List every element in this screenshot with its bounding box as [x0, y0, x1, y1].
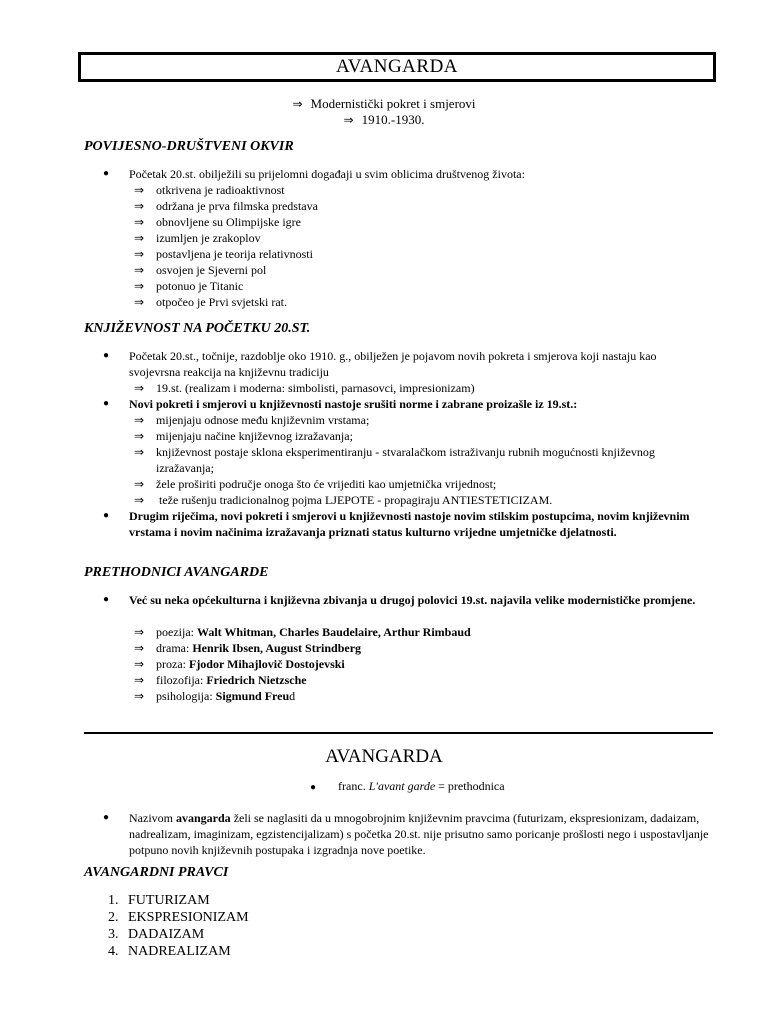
list-item: 3. DADAIZAM [108, 927, 205, 942]
list-item: 1. FUTURIZAM [108, 893, 210, 908]
arrow-right-icon: ⇒ [134, 413, 145, 427]
arrow-right-icon: ⇒ [134, 641, 145, 655]
arrow-right-icon: ⇒ [134, 381, 145, 395]
sub-item: ⇒ drama: Henrik Ibsen, August Strindberg [134, 641, 362, 655]
bullet-icon: ● [103, 812, 110, 823]
arrow-right-icon: ⇒ [134, 625, 145, 639]
arrow-right-icon: ⇒ [134, 689, 145, 703]
arrow-right-icon: ⇒ [343, 113, 354, 127]
sub-item: ⇒ održana je prva filmska predstava [134, 199, 318, 213]
section-heading-povijesno: POVIJESNO-DRUŠTVENI OKVIR [84, 139, 294, 154]
bullet-item: ● Nazivom avangarda želi se naglasiti da u mnogobrojnim književnim pravcima (futurizam, ekspresionizam, dadaizam, nadrealizam, imaginizam, egzistencijalizam) s početka 20.st. nije prisutno samo poricanje prošlosti nego i uspostavljanje potpuno novih književnih postupaka i izgradnja nove poetike. [103, 811, 709, 857]
arrow-right-icon: ⇒ [292, 97, 303, 111]
sub-item: ⇒ potonuo je Titanic [134, 279, 244, 293]
sub-item: ⇒ poezija: Walt Whitman, Charles Baudelaire, Arthur Rimbaud [134, 625, 471, 639]
list-item: 2. EKSPRESIONIZAM [108, 910, 249, 925]
sub-item: ⇒ teže rušenju tradicionalnog pojma LJEPOTE - propagiraju ANTIESTETICIZAM. [134, 493, 553, 507]
arrow-right-icon: ⇒ [134, 183, 145, 197]
sub-item: ⇒ osvojen je Sjeverni pol [134, 263, 267, 277]
bullet-icon: ● [310, 782, 317, 793]
sub-item: ⇒ izumljen je zrakoplov [134, 231, 261, 245]
arrow-right-icon: ⇒ [134, 493, 145, 507]
sub-item: ⇒ postavljena je teorija relativnosti [134, 247, 313, 261]
intro-line-2: ⇒ 1910.-1930. [343, 112, 425, 127]
arrow-right-icon: ⇒ [134, 295, 145, 309]
arrow-right-icon: ⇒ [134, 657, 145, 671]
sub-item: ⇒ filozofija: Friedrich Nietzsche [134, 673, 307, 687]
section-heading-pravci: AVANGARDNI PRAVCI [84, 865, 229, 880]
sub-item: ⇒ žele proširiti područje onoga što će vrijediti kao umjetnička vrijednost; [134, 477, 497, 491]
arrow-right-icon: ⇒ [134, 199, 145, 213]
sub-item: ⇒ proza: Fjodor Mihajlovič Dostojevski [134, 657, 345, 671]
bullet-item: ● Početak 20.st., točnije, razdoblje oko 1910. g., obilježen je pojavom novih pokreta i smjerova koji nastaju kao svojevrsna reakcija na književnu tradiciju [103, 349, 657, 379]
sub-item: ⇒ 19.st. (realizam i moderna: simbolisti, parnasovci, impresionizam) [134, 381, 475, 395]
sub-item: ⇒ psihologija: Sigmund Freud [134, 689, 296, 703]
arrow-right-icon: ⇒ [134, 445, 145, 459]
arrow-right-icon: ⇒ [134, 263, 145, 277]
list-item: 4. NADREALIZAM [108, 944, 231, 959]
sub-item: ⇒ mijenjaju načine književnog izražavanja; [134, 429, 353, 443]
etymology-line: ● franc. L'avant garde = prethodnica [310, 779, 505, 793]
bullet-item: ● Već su neka općekulturna i književna zbivanja u drugoj polovici 19.st. najavila velike modernističke promjene. [103, 593, 696, 607]
section-heading-knjizevnost: KNJIŽEVNOST NA POČETKU 20.ST. [84, 321, 311, 336]
arrow-right-icon: ⇒ [134, 673, 145, 687]
sub-item: ⇒ otkrivena je radioaktivnost [134, 183, 285, 197]
page-divider [84, 732, 713, 734]
arrow-right-icon: ⇒ [134, 247, 145, 261]
sub-item: ⇒ mijenjaju odnose među književnim vrstama; [134, 413, 370, 427]
section-heading-prethodnici: PRETHODNICI AVANGARDE [84, 565, 269, 580]
bullet-item: ● Početak 20.st. obilježili su prijelomni događaji u svim oblicima društvenog života: [103, 167, 525, 181]
arrow-right-icon: ⇒ [134, 279, 145, 293]
arrow-right-icon: ⇒ [134, 429, 145, 443]
sub-item: ⇒ književnost postaje sklona eksperimentiranju - stvaralačkom istraživanju rubnih mogućnosti književnog izražavanja; [134, 445, 655, 475]
page-title: AVANGARDA [335, 56, 459, 77]
arrow-right-icon: ⇒ [134, 215, 145, 229]
bullet-item: ● Novi pokreti i smjerovi u književnosti nastoje srušiti norme i zabrane proizašle iz 19.st.: [103, 397, 578, 411]
intro-line-1: ⇒ Modernistički pokret i smjerovi [292, 96, 476, 111]
bullet-icon: ● [103, 350, 110, 361]
bullet-item: ● Drugim riječima, novi pokreti i smjerovi u književnosti nastoje novim stilskim postupcima, novim književnim vrstama i novim načinima izražavanja priznati status kulturno vrijedne umjetničke djelatnosti. [103, 509, 690, 539]
bullet-icon: ● [103, 510, 110, 521]
bullet-icon: ● [103, 594, 110, 605]
sub-item: ⇒ obnovljene su Olimpijske igre [134, 215, 301, 229]
page-title-box [78, 52, 716, 82]
arrow-right-icon: ⇒ [134, 477, 145, 491]
bullet-icon: ● [103, 398, 110, 409]
arrow-right-icon: ⇒ [134, 231, 145, 245]
sub-item: ⇒ otpočeo je Prvi svjetski rat. [134, 295, 287, 309]
bullet-icon: ● [103, 168, 110, 179]
part2-title: AVANGARDA [325, 746, 443, 767]
